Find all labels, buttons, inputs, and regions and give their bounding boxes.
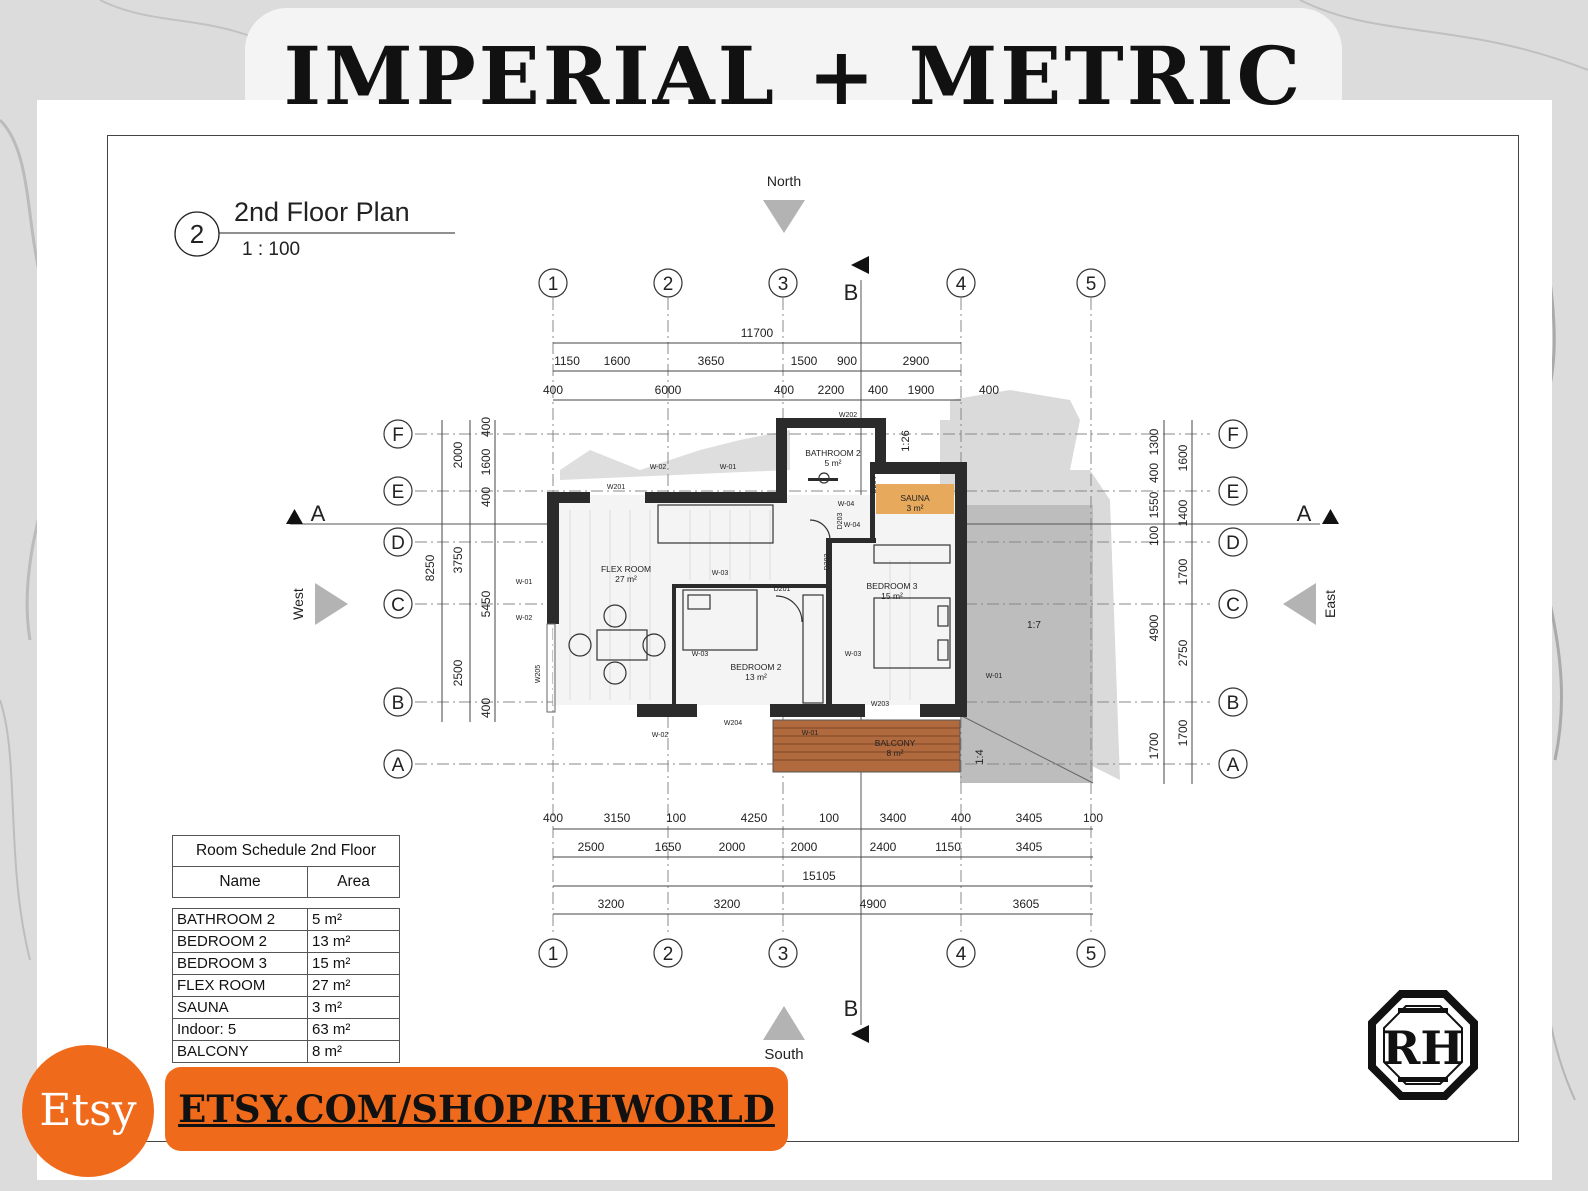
- grid-row-F-right-label: F: [1227, 425, 1239, 446]
- roof-terrace: [960, 505, 1093, 783]
- dim-top-row3: 400: [773, 383, 795, 397]
- etsy-badge: Etsy: [22, 1045, 154, 1177]
- schedule-room-name: FLEX ROOM: [173, 975, 308, 997]
- south-arrow-icon: [763, 1006, 805, 1040]
- schedule-room-area: 3 m²: [308, 997, 400, 1019]
- schedule-room-area: 8 m²: [308, 1041, 400, 1063]
- dim-left-outer: 8250: [423, 554, 437, 582]
- schedule-room-name: BEDROOM 2: [173, 931, 308, 953]
- section-a-left-icon: [286, 509, 303, 524]
- dim-bottom-row2: 3405: [1015, 840, 1043, 854]
- dim-bottom-row2: 2400: [869, 840, 897, 854]
- schedule-row: [173, 931, 400, 953]
- dim-right-outer: 2750: [1176, 639, 1190, 667]
- dim-left-inner: 400: [479, 416, 493, 438]
- schedule-room-area: 13 m²: [308, 931, 400, 953]
- slope-balcony: 1:4: [974, 749, 986, 765]
- room-area: 27 m²: [615, 574, 637, 584]
- room-schedule-header-table: [172, 835, 400, 898]
- tag-label: W-02: [515, 615, 533, 622]
- section-b-bottom-icon: [851, 1025, 869, 1043]
- dim-right-inner: 100: [1147, 525, 1161, 547]
- dim-bottom-row2: 2000: [718, 840, 746, 854]
- tag-label: W-03: [691, 651, 709, 658]
- grid-row-B-right-label: B: [1226, 693, 1240, 714]
- grid-row-C-left-label: C: [391, 595, 405, 616]
- dim-bottom-row1: 400: [542, 811, 564, 825]
- schedule-row: [173, 1019, 400, 1041]
- dim-right-inner: 1300: [1147, 428, 1161, 456]
- tag-label: W-01: [719, 464, 737, 471]
- grid-col-2-top-label: 2: [662, 274, 674, 295]
- room-name: BEDROOM 3: [866, 581, 918, 591]
- room-schedule-rows: [172, 908, 400, 1063]
- tag-label: W-04: [837, 501, 855, 508]
- dim-bottom-row1: 100: [1082, 811, 1104, 825]
- dim-bottom-overall: 15105: [802, 869, 836, 883]
- east-label: East: [1322, 589, 1338, 619]
- dim-right-outer: 1700: [1176, 558, 1190, 586]
- section-b-bottom: B: [843, 996, 859, 1021]
- dim-top-row3: 6000: [654, 383, 682, 397]
- plan-title: 2nd Floor Plan: [234, 197, 410, 227]
- schedule-room-name: BALCONY: [173, 1041, 308, 1063]
- dim-top-row2: 1500: [790, 354, 818, 368]
- tag-label: D201: [773, 586, 791, 593]
- dim-left-inner: 400: [479, 486, 493, 508]
- room-name: BALCONY: [874, 738, 916, 748]
- schedule-room-name: Indoor: 5: [173, 1019, 308, 1041]
- dim-left-inner: 1600: [479, 448, 493, 476]
- grid-col-4-bottom-label: 4: [955, 944, 967, 965]
- dim-right-outer: 1600: [1176, 444, 1190, 472]
- schedule-row: [173, 953, 400, 975]
- schedule-row: [173, 909, 400, 931]
- dim-bottom-row2: 2000: [790, 840, 818, 854]
- dim-bottom-row2: 1650: [654, 840, 682, 854]
- room-area: 15 m²: [881, 591, 903, 601]
- room-name: SAUNA: [900, 493, 930, 503]
- room-area: 3 m²: [906, 503, 924, 513]
- tag-d204: D204: [871, 476, 878, 494]
- plan-scale: 1 : 100: [242, 239, 301, 260]
- dim-left-mid: 2000: [451, 441, 465, 469]
- schedule-room-area: 5 m²: [308, 909, 400, 931]
- dim-left-inner: 5450: [479, 590, 493, 618]
- tag-label: W-02: [649, 464, 667, 471]
- dim-bottom-row1: 100: [665, 811, 687, 825]
- dim-top-row3: 400: [867, 383, 889, 397]
- schedule-room-name: SAUNA: [173, 997, 308, 1019]
- dim-left-mid: 2500: [451, 659, 465, 687]
- schedule-row: [173, 1041, 400, 1063]
- dim-bottom-row4: 3200: [713, 897, 741, 911]
- dim-top-row2: 2900: [902, 354, 930, 368]
- room-name: FLEX ROOM: [600, 564, 652, 574]
- room-name: BATHROOM 2: [805, 448, 861, 458]
- room-area: 13 m²: [745, 672, 767, 682]
- section-a-left: A: [310, 501, 326, 526]
- dim-bottom-row1: 4250: [740, 811, 768, 825]
- dim-top-row2: 3650: [697, 354, 725, 368]
- dim-bottom-row2: 1150: [935, 840, 961, 854]
- tag-label: W-03: [711, 570, 729, 577]
- tag-label: W201: [606, 484, 626, 491]
- room-schedule: [172, 835, 400, 1063]
- etsy-shop-link[interactable]: ETSY.COM/SHOP/RHWORLD: [178, 1087, 775, 1131]
- dim-bottom-row1: 3400: [879, 811, 907, 825]
- east-arrow-icon: [1283, 583, 1316, 625]
- rh-logo: [1368, 990, 1478, 1105]
- page-title: IMPERIAL + METRIC: [283, 29, 1304, 123]
- tag-label: W-04: [843, 522, 861, 529]
- dim-right-inner: 1550: [1147, 491, 1161, 519]
- tag-label: W204: [723, 720, 743, 727]
- dim-bottom-row1: 400: [950, 811, 972, 825]
- dim-right-outer: 1700: [1176, 719, 1190, 747]
- schedule-row: [173, 997, 400, 1019]
- dim-bottom-row1: 3150: [603, 811, 631, 825]
- dim-top-row3: 1900: [907, 383, 935, 397]
- section-a-right-icon: [1322, 509, 1339, 524]
- dim-top-overall: 11700: [740, 326, 774, 340]
- grid-row-B-left-label: B: [391, 693, 405, 714]
- schedule-col-area: Area: [308, 867, 400, 898]
- room-area: 8 m²: [886, 748, 904, 758]
- slope-roof: 1:7: [1027, 620, 1041, 631]
- west-label: West: [290, 588, 306, 620]
- room-area: 5 m²: [824, 458, 842, 468]
- schedule-row: [173, 975, 400, 997]
- grid-row-C-right-label: C: [1226, 595, 1240, 616]
- schedule-room-area: 15 m²: [308, 953, 400, 975]
- dim-bottom-row1: 3405: [1015, 811, 1043, 825]
- rh-logo-text: RH: [1382, 1021, 1464, 1075]
- tag-label: W-01: [985, 673, 1003, 680]
- dim-top-row2: 900: [836, 354, 858, 368]
- grid-row-E-right-label: E: [1226, 482, 1240, 503]
- west-arrow-icon: [315, 583, 348, 625]
- dim-bottom-row4: 4900: [859, 897, 887, 911]
- grid-row-D-right-label: D: [1226, 533, 1240, 554]
- dim-bottom-row1: 100: [818, 811, 840, 825]
- grid-row-D-left-label: D: [391, 533, 405, 554]
- dim-top-row2: 1600: [603, 354, 631, 368]
- room-name: BEDROOM 2: [730, 662, 782, 672]
- south-label: South: [764, 1046, 804, 1063]
- schedule-room-name: BATHROOM 2: [173, 909, 308, 931]
- dim-right-inner: 1700: [1147, 732, 1161, 760]
- schedule-room-name: BEDROOM 3: [173, 953, 308, 975]
- grid-row-E-left-label: E: [391, 482, 405, 503]
- slope-north: 1:26: [900, 430, 912, 452]
- dim-bottom-row4: 3605: [1012, 897, 1040, 911]
- grid-col-5-bottom-label: 5: [1085, 944, 1097, 965]
- dim-top-row3: 400: [542, 383, 564, 397]
- dim-right-outer: 1400: [1176, 499, 1190, 527]
- dim-right-inner: 400: [1147, 462, 1161, 484]
- grid-col-1-bottom-label: 1: [547, 944, 559, 965]
- dim-bottom-row4: 3200: [597, 897, 625, 911]
- plan-number: 2: [189, 219, 205, 249]
- tag-d203: D203: [837, 512, 844, 530]
- tag-label: W-01: [801, 730, 819, 737]
- grid-row-A-left-label: A: [391, 755, 405, 776]
- grid-col-1-top-label: 1: [547, 274, 559, 295]
- dim-bottom-row2: 2500: [577, 840, 605, 854]
- dim-left-mid: 3750: [451, 546, 465, 574]
- tag-label: W-02: [651, 732, 669, 739]
- north-label: North: [766, 173, 802, 189]
- etsy-banner: [165, 1067, 788, 1151]
- grid-col-5-top-label: 5: [1085, 274, 1097, 295]
- schedule-room-area: 63 m²: [308, 1019, 400, 1041]
- grid-row-A-right-label: A: [1226, 755, 1240, 776]
- tag-label: W-03: [844, 651, 862, 658]
- dim-top-row3: 2200: [817, 383, 845, 397]
- grid-col-3-top-label: 3: [777, 274, 789, 295]
- schedule-col-name: Name: [173, 867, 308, 898]
- tag-w205: W205: [535, 664, 542, 684]
- north-arrow-icon: [763, 200, 805, 233]
- schedule-room-area: 27 m²: [308, 975, 400, 997]
- section-a-right: A: [1296, 501, 1312, 526]
- grid-row-F-left-label: F: [392, 425, 404, 446]
- dim-top-row3: 400: [978, 383, 1000, 397]
- tag-label: W203: [870, 701, 890, 708]
- section-b-top: B: [843, 280, 859, 305]
- grid-col-2-bottom-label: 2: [662, 944, 674, 965]
- dim-right-inner: 4900: [1147, 614, 1161, 642]
- dim-top-row2: 1150: [554, 354, 580, 368]
- tag-label: W-01: [515, 579, 533, 586]
- tag-d202: D202: [824, 553, 831, 571]
- dim-left-inner: 400: [479, 697, 493, 719]
- grid-col-3-bottom-label: 3: [777, 944, 789, 965]
- tag-label: W202: [838, 412, 858, 419]
- grid-col-4-top-label: 4: [955, 274, 967, 295]
- section-b-top-icon: [851, 256, 869, 274]
- schedule-title: Room Schedule 2nd Floor: [173, 836, 400, 867]
